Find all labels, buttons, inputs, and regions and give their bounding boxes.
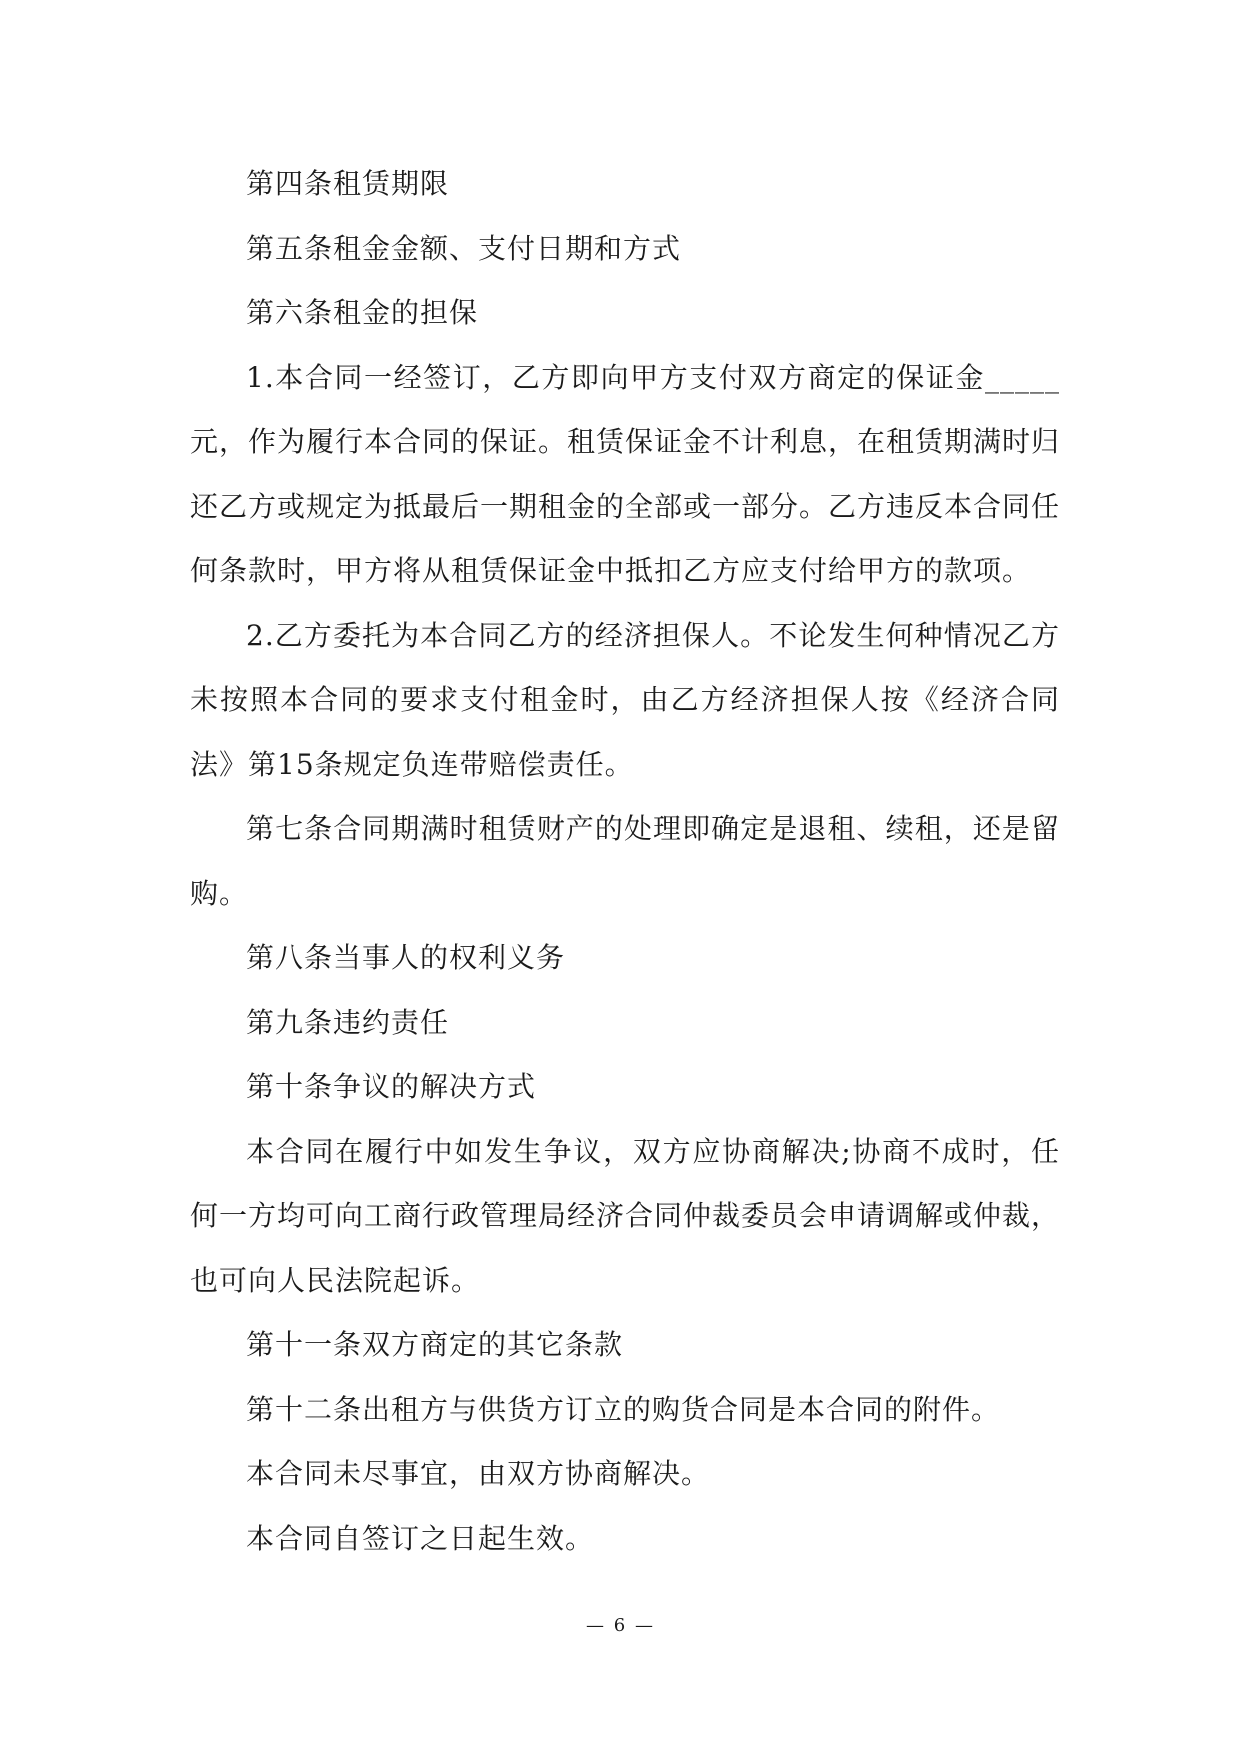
document-body [190,152,1060,1571]
closing-clause-2: 本合同自签订之日起生效。 [246,1521,595,1555]
article-9-heading: 第九条违约责任 [246,1005,450,1039]
article-8-heading: 第八条当事人的权利义务 [246,941,566,974]
article-10-heading: 第十条争议的解决方式 [246,1070,537,1103]
article-6-clause-2: 2.乙方委托为本合同乙方的经济担保人。不论发生何种情况乙方未按照本合同的要求支付租金时，由乙方经济担保人按《经济合同法》第15条规定负连带赔偿责任。 [190,618,1060,781]
page-number: — 6 — [586,1615,655,1636]
article-4-heading: 第四条租赁期限 [246,167,450,200]
article-6-heading: 第六条租金的担保 [246,296,479,329]
article-10-body: 本合同在履行中如发生争议，双方应协商解决;协商不成时，任何一方均可向工商行政管理局经济合同仲裁委员会申请调解或仲裁，也可向人民法院起诉。 [190,1134,1061,1297]
article-6-clause-1: 1.本合同一经签订，乙方即向甲方支付双方商定的保证金_____元，作为履行本合同的保证。租赁保证金不计利息，在租赁期满时归还乙方或规定为抵最后一期租金的全部或一部分。乙方违反本合同任何条款时，甲方将从租赁保证金中抵扣乙方应支付给甲方的款项。 [190,360,1061,587]
article-12-heading: 第十二条出租方与供货方订立的购货合同是本合同的附件。 [246,1392,1001,1426]
closing-clause-1: 本合同未尽事宜，由双方协商解决。 [246,1457,711,1490]
article-5-heading: 第五条租金金额、支付日期和方式 [246,231,682,265]
article-11-heading: 第十一条双方商定的其它条款 [246,1328,624,1361]
article-7-heading: 第七条合同期满时租赁财产的处理即确定是退租、续租，还是留购。 [190,812,1060,910]
